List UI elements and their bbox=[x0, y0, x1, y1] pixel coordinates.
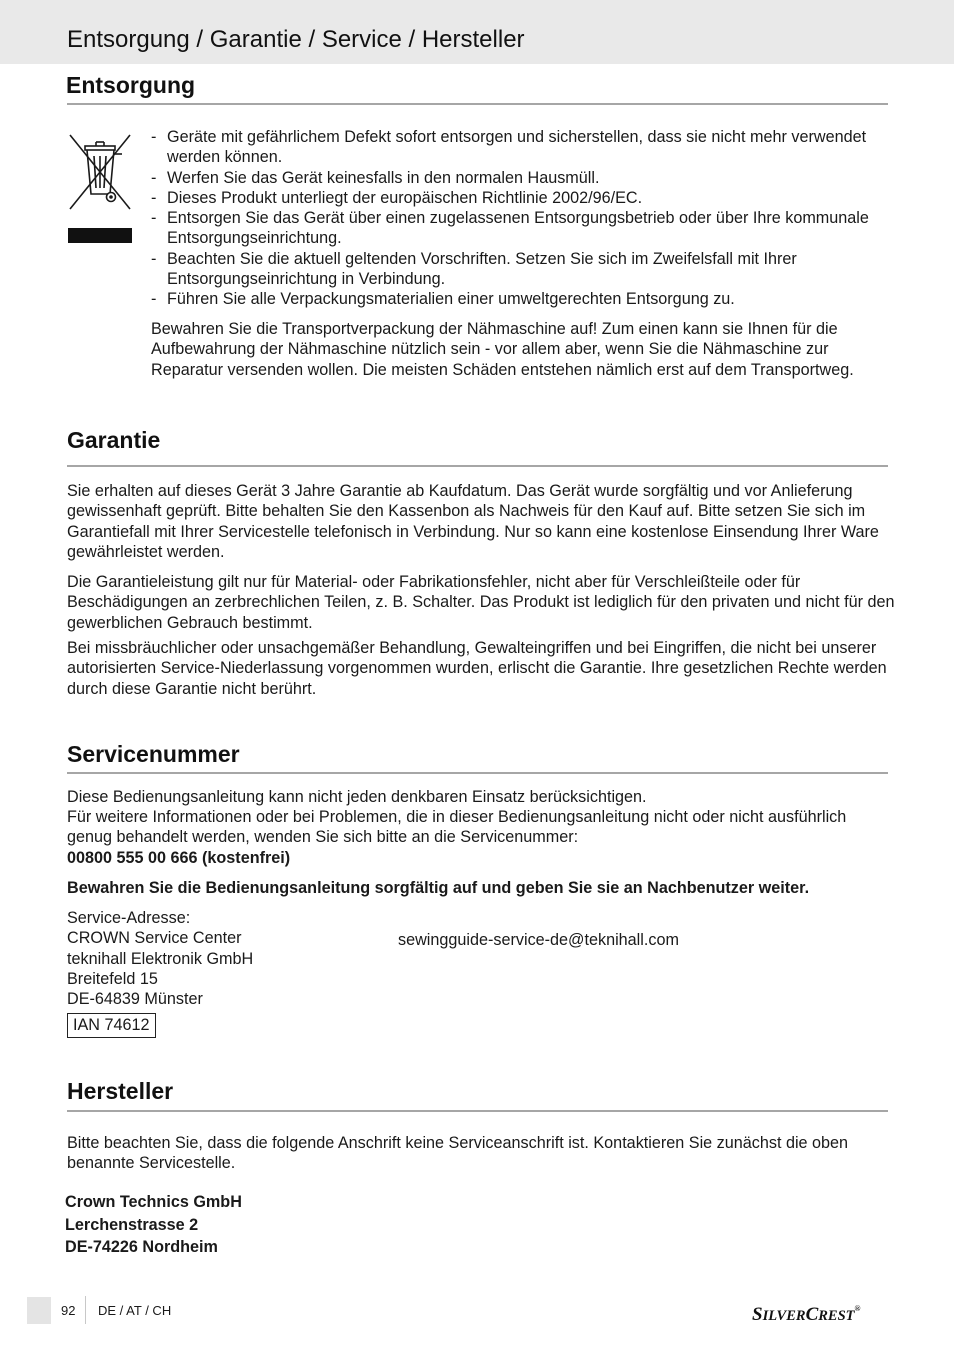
page-number: 92 bbox=[61, 1303, 76, 1318]
list-item: - Entsorgen Sie das Gerät über einen zugelassenen Entsorgungsbetrieb oder über Ihre kommunale Entsorgungseinrichtung. bbox=[151, 208, 891, 249]
brand-part: REST bbox=[818, 1308, 855, 1324]
entsorgung-paragraph: Bewahren Sie die Transportverpackung der Nähmaschine auf! Zum einen kann sie Ihnen für die Aufbewahrung der Nähmaschine nützlich sein - vor allem aber, wenn Sie die Nähmaschine zur Reparatur versenden wollen. Die meisten Schäden entstehen nämlich erst auf dem Transportweg. bbox=[151, 320, 854, 379]
list-item: - Werfen Sie das Gerät keinesfalls in den normalen Hausmüll. bbox=[151, 168, 891, 188]
hersteller-paragraph: Bitte beachten Sie, dass die folgende Anschrift keine Serviceanschrift ist. Kontaktieren Sie zunächst die oben benannte Servicestelle. bbox=[67, 1134, 849, 1173]
hersteller-address bbox=[65, 1191, 465, 1259]
list-item: - Beachten Sie die aktuell geltenden Vorschriften. Setzen Sie sich im Zweifelsfall mit Ihrer Entsorgungseinrichtung in Verbindung. bbox=[151, 249, 891, 290]
garantie-heading: Garantie bbox=[67, 427, 161, 453]
hersteller-address-line: Crown Technics GmbH bbox=[65, 1193, 242, 1211]
service-address-label: Service-Adresse: bbox=[67, 909, 191, 927]
entsorgung-heading: Entsorgung bbox=[66, 72, 196, 98]
ian-number-box: IAN 74612 bbox=[67, 1013, 156, 1038]
garantie-paragraph-3: Bei missbräuchlicher oder unsachgemäßer Behandlung, Gewalteingriffen und bei Eingriffen, die nicht bei unserer autorisierten Service-Niederlassung vorgenommen wurden, erlischt die Garantie. Ihre gesetzlichen Rechte werden durch diese Garantie nicht berührt. bbox=[67, 639, 887, 698]
servicenummer-rule bbox=[67, 772, 888, 774]
service-notice: Bewahren Sie die Bedienungsanleitung sorgfältig auf und geben Sie sie an Nachbenutzer weiter. bbox=[67, 879, 810, 897]
hersteller-heading: Hersteller bbox=[67, 1078, 174, 1104]
footer-page-marker bbox=[27, 1297, 51, 1324]
service-address-line: CROWN Service Center bbox=[67, 929, 242, 948]
service-address-line: teknihall Elektronik GmbH bbox=[67, 949, 254, 968]
footer-region: DE / AT / CH bbox=[98, 1303, 172, 1318]
list-item: - Geräte mit gefährlichem Defekt sofort entsorgen und sicherstellen, dass sie nicht mehr verwendet werden können. bbox=[151, 127, 891, 168]
hersteller-address-line: DE-74226 Nordheim bbox=[65, 1238, 218, 1256]
service-email: sewingguide-service-de@teknihall.com bbox=[398, 931, 679, 949]
hersteller-rule bbox=[67, 1110, 888, 1112]
service-address-line: DE-64839 Münster bbox=[67, 990, 203, 1009]
page-header-title: Entsorgung / Garantie / Service / Hersteller bbox=[67, 26, 525, 53]
list-item: - Dieses Produkt unterliegt der europäischen Richtlinie 2002/96/EC. bbox=[151, 188, 891, 208]
service-text-2: Für weitere Informationen oder bei Problemen, die in dieser Bedienungsanleitung nicht oder nicht ausführlich genug behandelt werden, wenden Sie sich bitte an die Servicenummer: bbox=[67, 808, 847, 847]
silvercrest-logo bbox=[752, 1304, 861, 1328]
hersteller-address-line: Lerchenstrasse 2 bbox=[65, 1215, 199, 1234]
service-address-line: Breitefeld 15 bbox=[67, 969, 158, 988]
service-address bbox=[67, 908, 367, 1009]
brand-part: C bbox=[805, 1304, 819, 1325]
garantie-paragraph-2: Die Garantieleistung gilt nur für Material- oder Fabrikationsfehler, nicht aber für Verschleißteile oder für Beschädigungen an zerbrechlichen Teilen, z. B. Schalter. Das Produkt ist lediglich für den privaten und nicht für den gewerblichen Gebrauch bestimmt. bbox=[67, 573, 895, 632]
servicenummer-heading: Servicenummer bbox=[67, 741, 240, 767]
garantie-paragraph-1: Sie erhalten auf dieses Gerät 3 Jahre Garantie ab Kaufdatum. Das Gerät wurde sorgfältig und vor Anlieferung gewissenhaft geprüft. Bitte behalten Sie den Kassenbon als Nachweis für den Kauf auf. Bitte setzen Sie sich im Garantiefall mit Ihrer Servicestelle telefonisch in Verbindung. Nur so kann eine kostenlose Einsendung Ihrer Ware gewährleistet werden. bbox=[67, 482, 879, 561]
entsorgung-bullet-list bbox=[151, 127, 891, 310]
brand-part: ILVER bbox=[762, 1308, 806, 1324]
service-text-1: Diese Bedienungsanleitung kann nicht jeden denkbaren Einsatz berücksichtigen. bbox=[67, 788, 647, 806]
service-phone-number: 00800 555 00 666 (kostenfrei) bbox=[67, 849, 291, 867]
list-item: - Führen Sie alle Verpackungsmaterialien einer umweltgerechten Entsorgung zu. bbox=[151, 289, 891, 309]
weee-crossed-bin-icon bbox=[66, 130, 134, 246]
brand-part: ® bbox=[854, 1304, 861, 1313]
brand-part: S bbox=[752, 1304, 763, 1325]
entsorgung-rule bbox=[67, 103, 888, 105]
footer-divider bbox=[85, 1296, 86, 1324]
garantie-rule bbox=[67, 465, 888, 467]
